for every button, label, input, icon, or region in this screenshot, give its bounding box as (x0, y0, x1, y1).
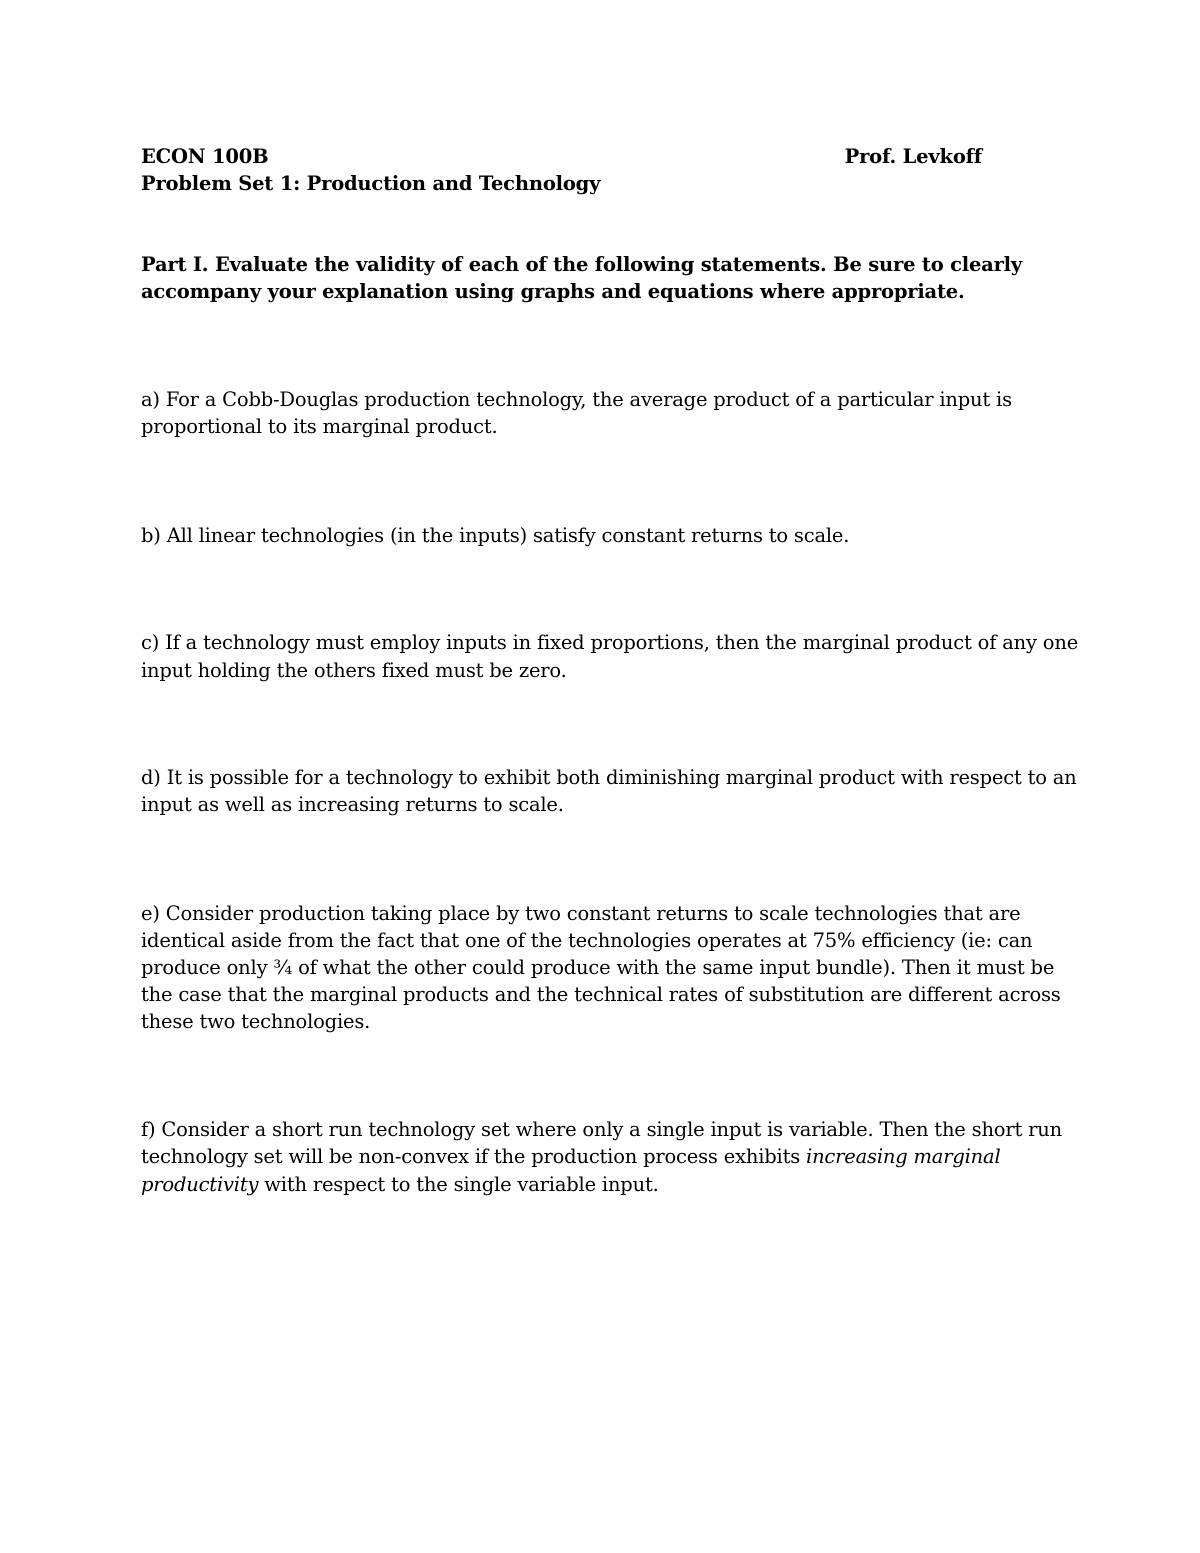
question-b-line-1: b) All linear technologies (in the inputs) satisfy constant returns to scale. (141, 524, 850, 547)
question-f-line-3 (141, 1171, 659, 1198)
instructions-line-1: Part I. Evaluate the validity of each of the following statements. Be sure to clearly (141, 253, 1023, 276)
question-e-line-2: identical aside from the fact that one of the technologies operates at 75% efficiency (ie: can (141, 929, 1033, 952)
question-c-line-2: input holding the others fixed must be zero. (141, 659, 567, 682)
question-c-line-1: c) If a technology must employ inputs in fixed proportions, then the marginal product of any one (141, 631, 1079, 654)
question-d-line-2: input as well as increasing returns to scale. (141, 793, 564, 816)
question-f-emphasis-1: increasing marginal (806, 1145, 1001, 1168)
question-a-line-2: proportional to its marginal product. (141, 415, 498, 438)
question-a-line-1: a) For a Cobb-Douglas production technology, the average product of a particular input is (141, 388, 1012, 411)
question-f-line-2 (141, 1143, 1001, 1170)
problem-set-title: Problem Set 1: Production and Technology (141, 172, 601, 195)
instructor-name: Prof. Levkoff (844, 145, 982, 168)
question-e-line-4: the case that the marginal products and the technical rates of substitution are different across (141, 983, 1061, 1006)
question-f-line-1: f) Consider a short run technology set where only a single input is variable. Then the short run (141, 1118, 1062, 1141)
question-e-line-1: e) Consider production taking place by two constant returns to scale technologies that are (141, 902, 1021, 925)
question-d-line-1: d) It is possible for a technology to exhibit both diminishing marginal product with respect to an (141, 766, 1077, 789)
question-f-line-3-text: with respect to the single variable input. (258, 1173, 659, 1196)
question-f-line-2-text: technology set will be non-convex if the production process exhibits (141, 1145, 807, 1168)
question-f-emphasis-2: productivity (141, 1173, 259, 1196)
question-e-line-3: produce only ¾ of what the other could produce with the same input bundle). Then it must be (141, 956, 1055, 979)
instructions-line-2: accompany your explanation using graphs and equations where appropriate. (141, 280, 965, 303)
question-e-line-5: these two technologies. (141, 1010, 371, 1033)
course-code: ECON 100B (141, 145, 269, 168)
